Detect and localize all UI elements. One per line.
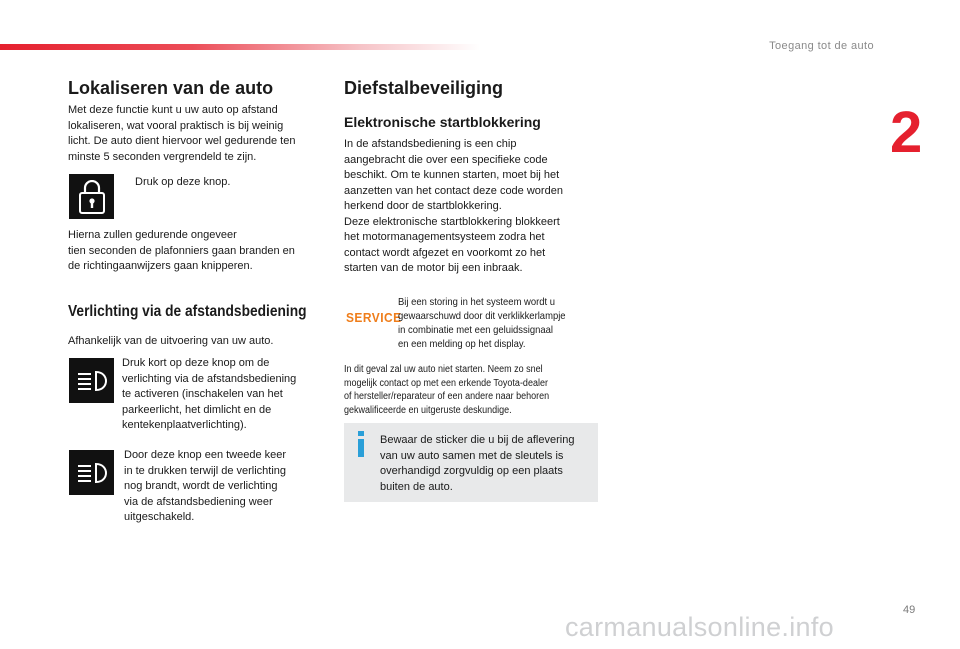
- padlock-icon: [79, 180, 105, 214]
- immobiliser-body: In de afstandsbediening is een chip aangebracht die over een specifieke code beschikt. Om te kunnen starten, moet bij het aanzetten van het contact deze code worden herkend door de startblokkering. Deze elektronische startblokkering blokkeert het motormanagementsysteem zodra het contact wordt afgezet en voorkomt zo het starten van de motor bij een inbraak.: [344, 138, 563, 274]
- page-number: 49: [903, 604, 916, 616]
- info-box: [344, 423, 598, 502]
- header-accent-bar: [0, 44, 480, 50]
- watermark: carmanualsonline.info: [565, 612, 834, 642]
- lighting-button-illustration-off: [69, 450, 114, 495]
- section-title: Toegang tot de auto: [769, 40, 874, 52]
- service-text: Bij een storing in het systeem wordt u gewaarschuwd door dit verklikkerlampje in combinatie met een geluidssignaal en een melding op het display.: [398, 296, 566, 350]
- locate-result: Hierna zullen gedurende ongeveer tien seconden de plafonniers gaan branden en de richtingaanwijzers gaan knipperen.: [68, 229, 295, 272]
- anti-theft-title: Diefstalbeveiliging: [344, 78, 504, 98]
- lock-button-illustration: [69, 174, 114, 219]
- info-text: Bewaar de sticker die u bij de aflevering van uw auto samen met de sleutels is overhandigd zorgvuldig op een plaats buiten de auto.: [380, 434, 575, 493]
- lighting-on-text: Druk kort op deze knop om de verlichting via de afstandsbediening te activeren (inschakelen van het parkeerlicht, het dimlicht en de kentekenplaatverlichting).: [122, 357, 297, 431]
- lighting-title: Verlichting via de afstandsbediening: [68, 303, 307, 320]
- info-icon: [353, 431, 369, 457]
- headlight-icon: [76, 462, 108, 484]
- headlight-icon: [76, 370, 108, 392]
- service-warning-text: In dit geval zal uw auto niet starten. Neem zo snel mogelijk contact op met een erkende Toyota-dealer of hersteller/reparateur of een andere naar behoren gekwalificeerde en uitgeruste deskundige.: [344, 364, 550, 416]
- locate-intro: Met deze functie kunt u uw auto op afstand lokaliseren, wat vooral praktisch is bij weinig licht. De auto dient hiervoor wel gedurende ten minste 5 seconden vergrendeld te zijn.: [68, 104, 296, 163]
- chapter-number: 2: [890, 100, 923, 165]
- lighting-button-illustration-on: [69, 358, 114, 403]
- lighting-off-text: Door deze knop een tweede keer in te drukken terwijl de verlichting nog brandt, wordt de verlichting via de afstandsbediening weer uitgeschakeld.: [124, 449, 287, 523]
- press-step: Druk op deze knop.: [135, 176, 231, 188]
- lighting-intro: Afhankelijk van de uitvoering van uw auto.: [68, 335, 274, 347]
- immobiliser-subtitle: Elektronische startblokkering: [344, 114, 541, 130]
- service-warning-icon: SERVICE: [346, 310, 402, 325]
- locate-car-title: Lokaliseren van de auto: [68, 78, 274, 98]
